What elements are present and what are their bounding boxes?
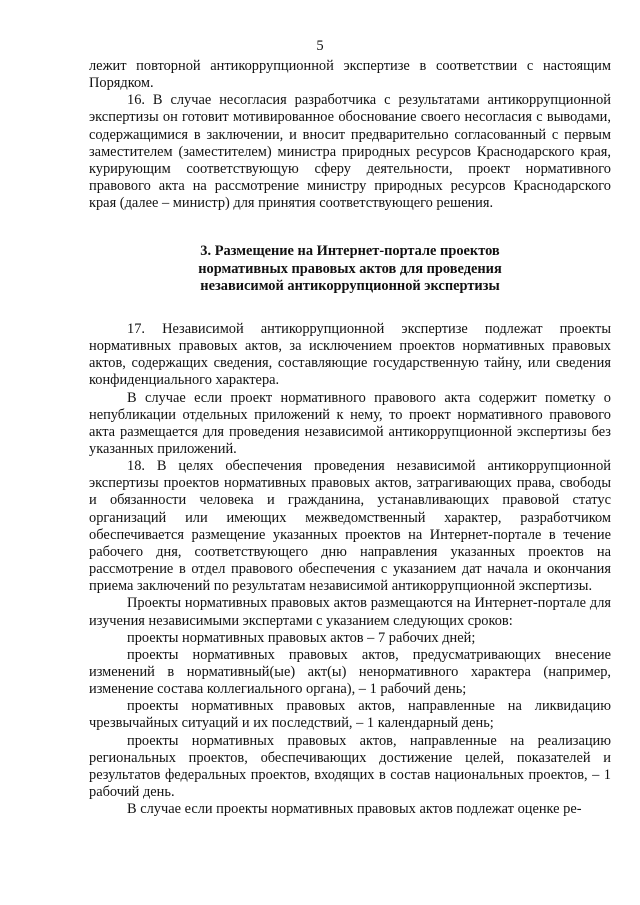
- section-heading-line: 3. Размещение на Интернет-портале проектов: [200, 243, 500, 260]
- section-heading-line: нормативных правовых актов для проведения: [198, 260, 502, 277]
- paragraph-17: 17. Независимой антикоррупционной экспертизе подлежат проекты нормативных правовых актов, за исключением проектов нормативных правовых актов, содержащих сведения, составляющие государственную тайну, или сведения конфиденциального характера.: [89, 320, 611, 389]
- paragraph-16: 16. В случае несогласия разработчика с результатами антикоррупционной экспертизы он готовит мотивированное обоснование своего несогласия с выводами, содержащимися в заключении, и вносит предварительно согласованный с первым заместителем (заместителем) министра природных ресурсов Краснодарского края, курирующим соответствующую сферу деятельности, проект нормативного правового акта на рассмотрение министру природных ресурсов Краснодарского края (далее – министр) для принятия соответствующего решения.: [89, 92, 611, 212]
- paragraph-continuation: лежит повторной антикоррупционной экспертизе в соответствии с настоящим Порядком.: [89, 58, 611, 92]
- page-number: 5: [316, 38, 324, 54]
- list-item-term: проекты нормативных правовых актов, направленные на реализацию региональных проектов, обеспечивающих достижение целей, показателей и результатов федеральных проектов, входящих в состав национальных проектов, – 1 рабочий день.: [89, 732, 611, 801]
- document-body: [89, 58, 611, 818]
- paragraph-truncated: В случае если проекты нормативных правовых актов подлежат оценке ре-: [127, 801, 582, 818]
- list-item-term: проекты нормативных правовых актов, направленные на ликвидацию чрезвычайных ситуаций и их последствий, – 1 календарный день;: [89, 698, 611, 732]
- section-heading-line: независимой антикоррупционной экспертизы: [200, 277, 500, 294]
- paragraph-terms-intro: Проекты нормативных правовых актов размещаются на Интернет-портале для изучения независимыми экспертами с указанием следующих сроков:: [89, 595, 611, 629]
- section-heading: [89, 243, 611, 294]
- paragraph-18: 18. В целях обеспечения проведения независимой антикоррупционной экспертизы проектов нормативных правовых актов, затрагивающих права, свободы и обязанности человека и гражданина, устанавливающих правовой статус организаций или имеющих межведомственный характер, разработчиком обеспечивается размещение указанных проектов на Интернет-портале в течение рабочего дня, соответствующего дню направления указанных проектов на рассмотрение в отдел правового обеспечения с указанием дат начала и окончания приема заключений по результатам независимой антикоррупционной экспертизы.: [89, 458, 611, 595]
- paragraph-17-note: В случае если проект нормативного правового акта содержит пометку о непубликации отдельных приложений к нему, то проект нормативного правового акта размещается для проведения независимой антикоррупционной экспертизы без указанных приложений.: [89, 389, 611, 457]
- list-item-term: проекты нормативных правовых актов, предусматривающих внесение изменений в нормативный(ые) акт(ы) ненормативного характера (например, изменение состава коллегиального органа), – 1 рабочий день;: [89, 646, 611, 698]
- list-item-term: проекты нормативных правовых актов – 7 рабочих дней;: [127, 629, 476, 646]
